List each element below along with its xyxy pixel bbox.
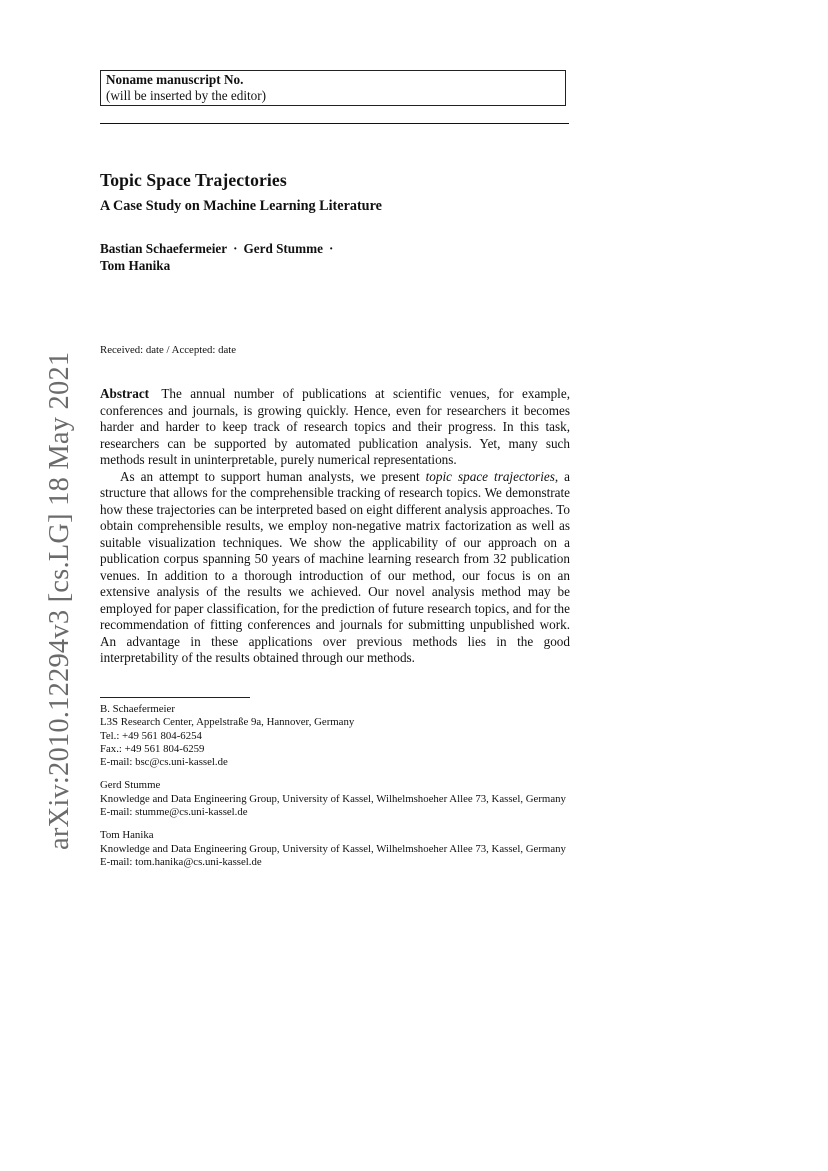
affiliation-line: L3S Research Center, Appelstraße 9a, Hannover, Germany: [100, 716, 355, 729]
affiliation-name: Tom Hanika: [100, 829, 154, 842]
abstract-label: Abstract: [100, 386, 150, 401]
affiliation-block: [100, 829, 572, 869]
received-accepted-line: Received: date / Accepted: date: [100, 344, 237, 356]
manuscript-number-box: [100, 70, 566, 106]
footnote-rule: [100, 697, 250, 698]
affiliation-block: [100, 779, 572, 819]
abstract-paragraph: [100, 469, 570, 667]
affiliation-email: E-mail: stumme@cs.uni-kassel.de: [100, 806, 248, 819]
affiliation-name: Gerd Stumme: [100, 779, 161, 792]
affiliation-email: E-mail: bsc@cs.uni-kassel.de: [100, 756, 228, 769]
affiliations: [100, 703, 572, 879]
abstract-text: The annual number of publications at scientific venues, for example, conferences and journals, is growing quickly. Hence, even for researchers it becomes harder and harder to keep track of research topics and their progress. In this task, researchers can be supported by automated publication analysis. Yet, many such methods result in uninterpretable, purely numerical representations.: [100, 386, 570, 467]
abstract-paragraph: [100, 386, 570, 469]
affiliation-line: Fax.: +49 561 804-6259: [100, 742, 205, 755]
author-name: Tom Hanika: [100, 258, 171, 273]
affiliation-block: [100, 703, 572, 769]
abstract-text: , a structure that allows for the comprehensible tracking of research topics. We demonstrate how these trajectories can be interpreted based on eight different analysis approaches. To obtain comprehensible results, we employ non-negative matrix factorization as well as suitable visualization techniques. We show the applicability of our approach on a publication corpus spanning 50 years of machine learning research from 32 publication venues. In addition to a thorough introduction of our method, our focus is on an extensive analysis of the results we achieved. Our novel analysis method may be employed for paper classification, for the prediction of future research topics, and for the recommendation of fitting conferences and journals for submitting unpublished work. An advantage in these applications over previous methods lies in the good interpretability of the results obtained through our methods.: [100, 468, 570, 665]
author-separator: ·: [328, 241, 334, 256]
author-name: Gerd Stumme: [243, 241, 323, 256]
abstract-section: [100, 386, 570, 667]
affiliation-name: B. Schaefermeier: [100, 703, 175, 715]
arxiv-identifier-stamp: arXiv:2010.12294v3 [cs.LG] 18 May 2021: [44, 351, 75, 850]
author-separator: ·: [233, 241, 238, 256]
paper-title: Topic Space Trajectories: [100, 170, 287, 190]
author-list: [100, 240, 570, 274]
author-name: Bastian Schaefermeier: [100, 241, 228, 256]
affiliation-line: Knowledge and Data Engineering Group, University of Kassel, Wilhelmshoeher Allee 73, Kassel, Germany: [100, 842, 566, 855]
affiliation-line: Tel.: +49 561 804-6254: [100, 729, 202, 742]
affiliation-email: E-mail: tom.hanika@cs.uni-kassel.de: [100, 855, 262, 868]
abstract-text: As an attempt to support human analysts, we present: [120, 468, 426, 484]
editor-note: (will be inserted by the editor): [106, 88, 267, 103]
paper-subtitle: A Case Study on Machine Learning Literature: [100, 198, 382, 214]
header-rule: [100, 123, 569, 124]
affiliation-line: Knowledge and Data Engineering Group, University of Kassel, Wilhelmshoeher Allee 73, Kassel, Germany: [100, 792, 566, 805]
abstract-emphasis: topic space trajectories: [425, 468, 555, 484]
manuscript-number-label: Noname manuscript No.: [106, 72, 244, 87]
